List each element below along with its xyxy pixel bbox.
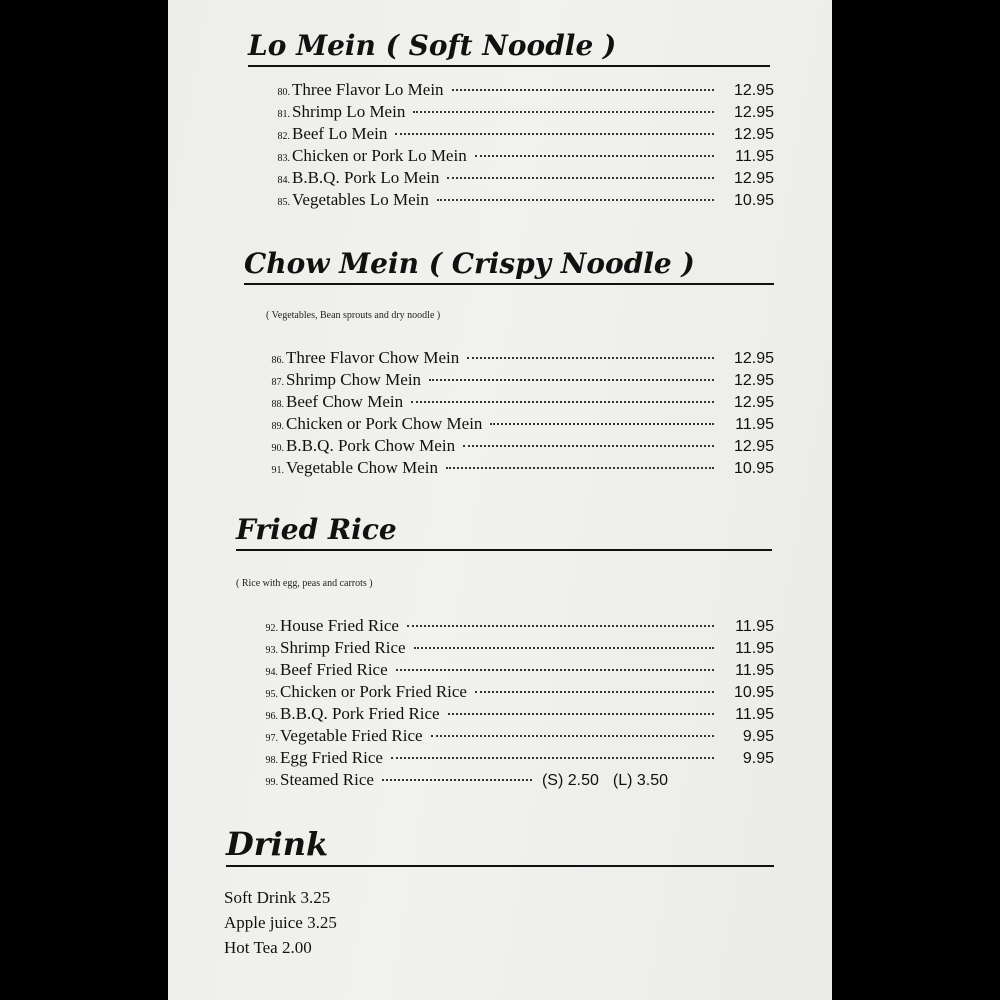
section-rule xyxy=(226,865,774,867)
section-title: Lo Mein ( Soft Noodle ) xyxy=(248,29,617,62)
menu-item: 96. B.B.Q. Pork Fried Rice 11.95 xyxy=(265,704,774,723)
menu-item: 85. Vegetables Lo Mein 10.95 xyxy=(277,190,774,209)
section-note: ( Vegetables, Bean sprouts and dry noodle ) xyxy=(266,310,441,321)
section-rule xyxy=(244,283,774,285)
menu-item: 95. Chicken or Pork Fried Rice 10.95 xyxy=(265,682,774,701)
menu-item: 82. Beef Lo Mein 12.95 xyxy=(277,124,774,143)
menu-item: 87. Shrimp Chow Mein 12.95 xyxy=(271,370,774,389)
drink-item: Soft Drink 3.25 xyxy=(224,888,331,907)
section-title: Fried Rice xyxy=(236,513,397,546)
section-rule xyxy=(236,549,772,551)
menu-item: 80. Three Flavor Lo Mein 12.95 xyxy=(277,80,774,99)
menu-item: 89. Chicken or Pork Chow Mein 11.95 xyxy=(271,414,774,433)
price-small: (S) 2.50 xyxy=(541,772,599,789)
section-note: ( Rice with egg, peas and carrots ) xyxy=(236,578,373,589)
section-title: Chow Mein ( Crispy Noodle ) xyxy=(244,247,695,280)
menu-item: 83. Chicken or Pork Lo Mein 11.95 xyxy=(277,146,774,165)
menu-item: 97. Vegetable Fried Rice 9.95 xyxy=(265,726,774,745)
drink-item: Hot Tea 2.00 xyxy=(224,938,312,957)
section-title: Drink xyxy=(226,825,329,863)
section-rule xyxy=(248,65,770,67)
lo-mein-list xyxy=(272,80,774,212)
menu-item: 93. Shrimp Fried Rice 11.95 xyxy=(265,638,774,657)
menu-item: 86. Three Flavor Chow Mein 12.95 xyxy=(271,348,774,367)
drink-header xyxy=(226,825,774,867)
menu-item: 81. Shrimp Lo Mein 12.95 xyxy=(277,102,774,121)
menu-item: 84. B.B.Q. Pork Lo Mein 12.95 xyxy=(277,168,774,187)
chow-mein-header xyxy=(244,247,774,285)
menu-item-steamed-rice: 99. Steamed Rice (S) 2.50 (L) 3.50 xyxy=(265,770,669,789)
menu-item: 90. B.B.Q. Pork Chow Mein 12.95 xyxy=(271,436,774,455)
price-large: (L) 3.50 xyxy=(612,772,669,789)
menu-item: 91. Vegetable Chow Mein 10.95 xyxy=(271,458,774,477)
menu-item: 92. House Fried Rice 11.95 xyxy=(265,616,774,635)
lo-mein-header xyxy=(248,29,770,67)
fried-rice-header xyxy=(236,513,772,551)
menu-item: 94. Beef Fried Rice 11.95 xyxy=(265,660,774,679)
chow-mein-list xyxy=(266,348,774,480)
menu-item: 98. Egg Fried Rice 9.95 xyxy=(265,748,774,767)
drink-item: Apple juice 3.25 xyxy=(224,913,337,932)
fried-rice-list xyxy=(260,616,774,792)
menu-item: 88. Beef Chow Mein 12.95 xyxy=(271,392,774,411)
